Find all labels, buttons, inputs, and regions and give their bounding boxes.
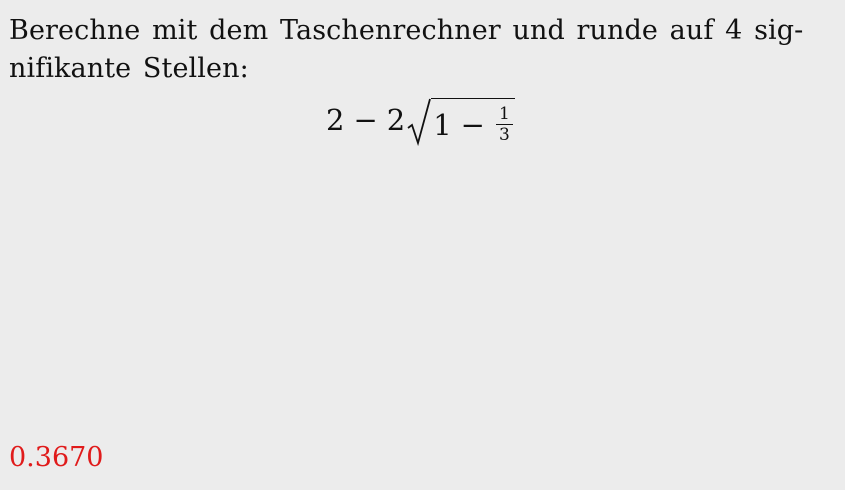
radical-sign-icon — [407, 98, 431, 146]
radicand-one: 1 — [433, 107, 452, 142]
fraction — [496, 105, 513, 144]
formula — [326, 90, 515, 150]
square-root — [407, 96, 515, 144]
formula-term-b: 2 — [386, 103, 406, 137]
fraction-numerator: 1 — [496, 105, 513, 125]
task-text — [9, 12, 829, 88]
task-line-1: Berechne mit dem Taschenrechner und runde auf 4 sig- — [9, 15, 804, 46]
radicand-minus-operator: − — [460, 107, 485, 142]
fraction-denominator: 3 — [498, 125, 510, 145]
answer-value: 0.3670 — [9, 442, 104, 473]
formula-minus-operator: − — [353, 103, 378, 137]
formula-term-a: 2 — [326, 103, 345, 137]
radicand — [431, 98, 515, 144]
task-line-2: nifikante Stellen: — [9, 53, 249, 84]
